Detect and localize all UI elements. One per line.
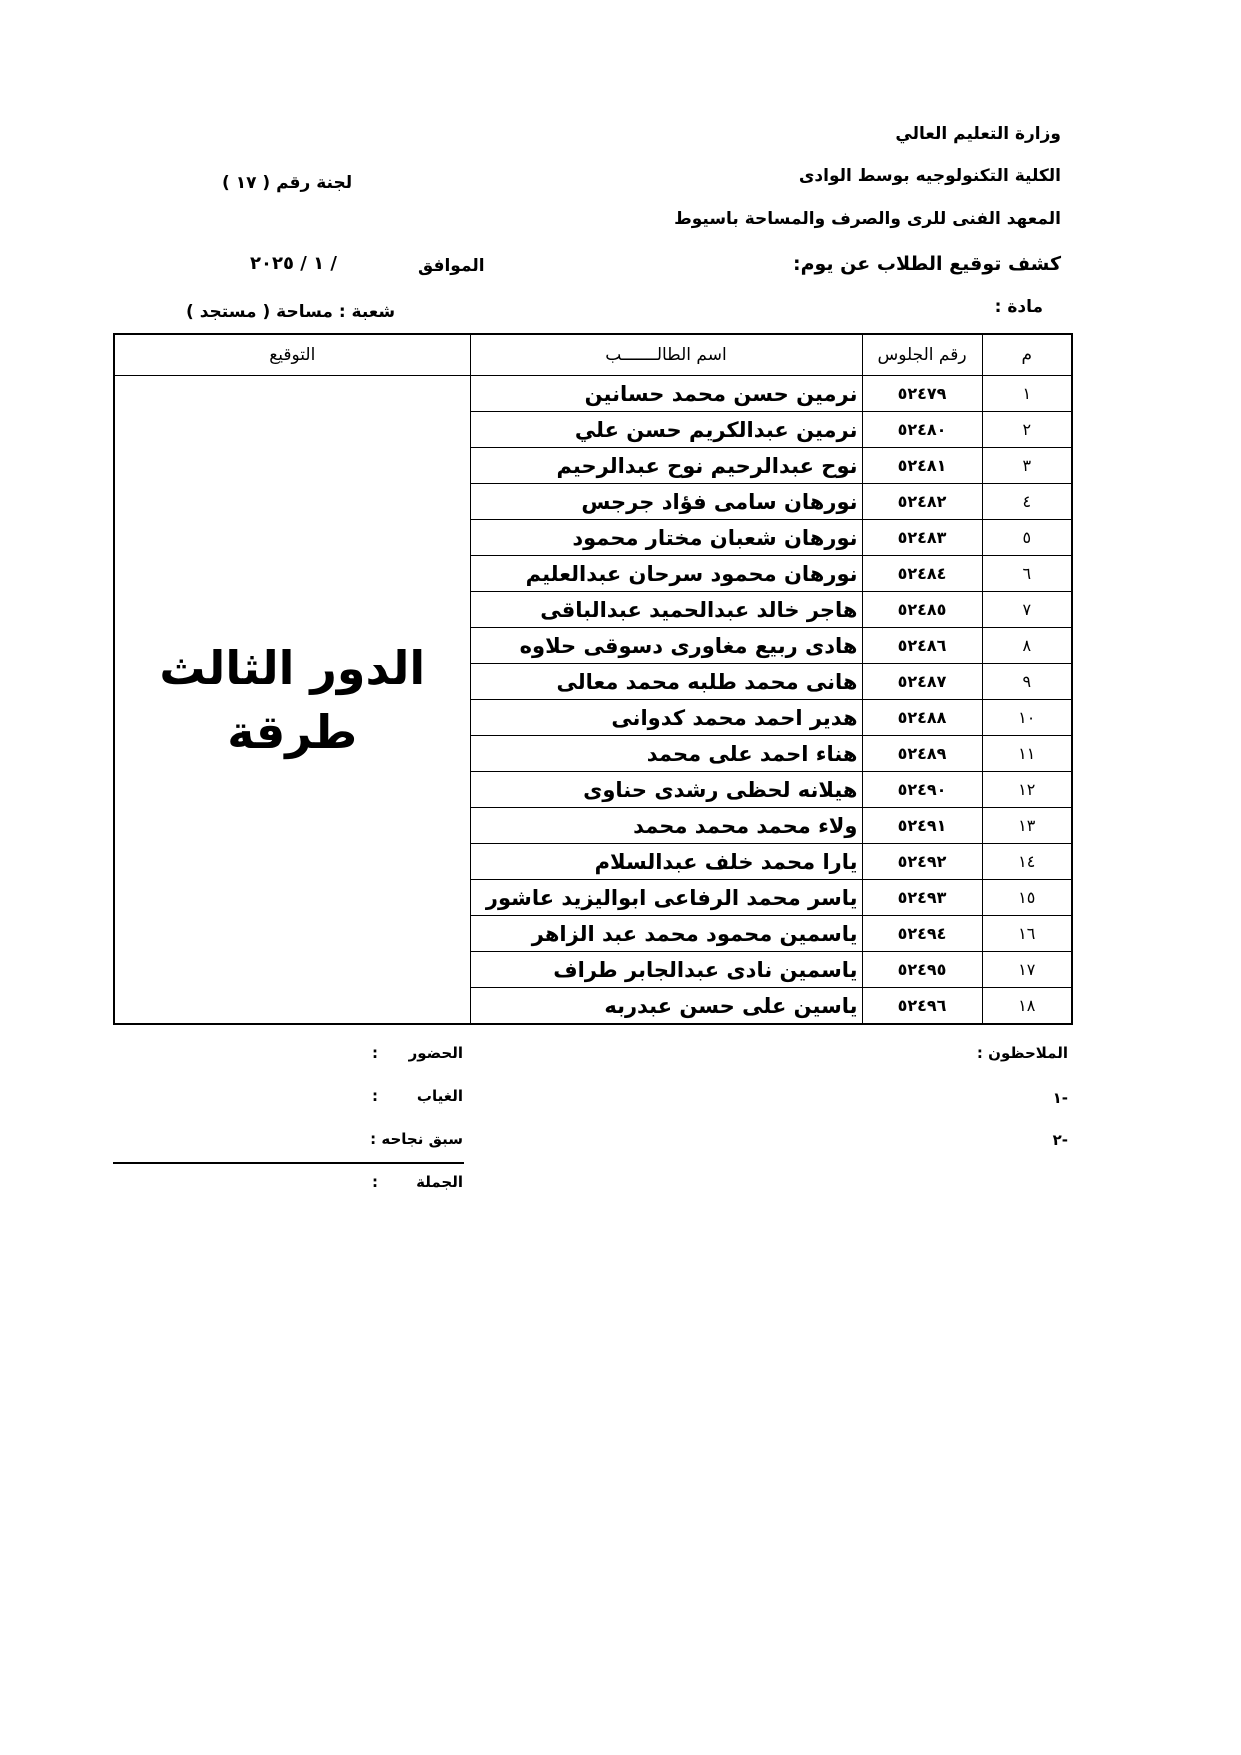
row-student-name: ولاء محمد محمد محمد: [470, 808, 862, 844]
row-index: ١٨: [982, 988, 1072, 1025]
row-index: ٥: [982, 520, 1072, 556]
ministry-name: وزارة التعليم العالي: [895, 124, 1061, 144]
row-index: ٢: [982, 412, 1072, 448]
row-seat-number: ٥٢٤٨٧: [862, 664, 982, 700]
row-student-name: هانى محمد طلبه محمد معالى: [470, 664, 862, 700]
row-seat-number: ٥٢٤٧٩: [862, 376, 982, 412]
sheet-title: كشف توقيع الطلاب عن يوم:: [792, 253, 1061, 275]
row-seat-number: ٥٢٤٩٢: [862, 844, 982, 880]
signature-note-line2: طرقة: [227, 704, 358, 759]
row-index: ١٦: [982, 916, 1072, 952]
row-student-name: نرمين عبدالكريم حسن علي: [470, 412, 862, 448]
row-seat-number: ٥٢٤٨٠: [862, 412, 982, 448]
column-header-seat: رقم الجلوس: [862, 334, 982, 376]
row-seat-number: ٥٢٤٩١: [862, 808, 982, 844]
row-index: ١٣: [982, 808, 1072, 844]
attendance-label: الحضور: [408, 1044, 463, 1062]
row-index: ١: [982, 376, 1072, 412]
row-index: ٦: [982, 556, 1072, 592]
row-index: ١٢: [982, 772, 1072, 808]
committee-number: لجنة رقم ( ١٧ ): [222, 173, 353, 193]
section-label: شعبة : مساحة ( مستجد ): [186, 302, 396, 322]
date-label: الموافق: [418, 256, 485, 276]
column-header-index: م: [982, 334, 1072, 376]
row-student-name: نورهان محمود سرحان عبدالعليم: [470, 556, 862, 592]
row-seat-number: ٥٢٤٩٦: [862, 988, 982, 1025]
row-seat-number: ٥٢٤٨٨: [862, 700, 982, 736]
row-index: ١٤: [982, 844, 1072, 880]
row-seat-number: ٥٢٤٩٤: [862, 916, 982, 952]
absence-colon: :: [372, 1087, 378, 1105]
total-label: الجملة: [416, 1173, 463, 1191]
row-seat-number: ٥٢٤٨١: [862, 448, 982, 484]
row-index: ٧: [982, 592, 1072, 628]
row-student-name: هادى ربيع مغاورى دسوقى حلاوه: [470, 628, 862, 664]
column-header-name: اسم الطالـــــــب: [470, 334, 862, 376]
row-index: ١١: [982, 736, 1072, 772]
row-student-name: ياسمين محمود محمد عبد الزاهر: [470, 916, 862, 952]
row-student-name: ياسر محمد الرفاعى ابواليزيد عاشور: [470, 880, 862, 916]
row-seat-number: ٥٢٤٨٣: [862, 520, 982, 556]
row-seat-number: ٥٢٤٨٤: [862, 556, 982, 592]
institute-name: المعهد الفنى للرى والصرف والمساحة باسيوط: [674, 209, 1061, 229]
row-seat-number: ٥٢٤٩٥: [862, 952, 982, 988]
table-header-row: [114, 334, 1072, 376]
absence-label: الغياب: [416, 1087, 463, 1105]
row-index: ٨: [982, 628, 1072, 664]
subject-label: مادة :: [994, 297, 1043, 317]
row-student-name: ياسين على حسن عبدربه: [470, 988, 862, 1025]
row-student-name: يارا محمد خلف عبدالسلام: [470, 844, 862, 880]
row-student-name: نرمين حسن محمد حسانين: [470, 376, 862, 412]
note-2: -٢: [1052, 1131, 1068, 1149]
row-student-name: نورهان سامى فؤاد جرجس: [470, 484, 862, 520]
row-student-name: هاجر خالد عبدالحميد عبدالباقى: [470, 592, 862, 628]
row-seat-number: ٥٢٤٨٦: [862, 628, 982, 664]
signature-cell: [114, 376, 470, 1025]
row-student-name: هدير احمد محمد كدوانى: [470, 700, 862, 736]
row-index: ١٥: [982, 880, 1072, 916]
row-index: ٩: [982, 664, 1072, 700]
college-name: الكلية التكنولوجيه بوسط الوادى: [798, 166, 1061, 186]
total-divider: [113, 1162, 464, 1164]
row-seat-number: ٥٢٤٨٢: [862, 484, 982, 520]
row-student-name: هناء احمد على محمد: [470, 736, 862, 772]
row-student-name: ياسمين نادى عبدالجابر طراف: [470, 952, 862, 988]
row-seat-number: ٥٢٤٩٠: [862, 772, 982, 808]
date-value: / ١ / ٢٠٢٥: [250, 253, 337, 274]
attendance-colon: :: [372, 1044, 378, 1062]
table-row: [114, 376, 1072, 412]
row-index: ٤: [982, 484, 1072, 520]
row-index: ٣: [982, 448, 1072, 484]
row-seat-number: ٥٢٤٨٥: [862, 592, 982, 628]
row-student-name: هيلانه لحظى رشدى حناوى: [470, 772, 862, 808]
row-student-name: نوح عبدالرحيم نوح عبدالرحيم: [470, 448, 862, 484]
row-index: ١٧: [982, 952, 1072, 988]
signature-note-line1: الدور الثالث: [159, 640, 426, 695]
note-1: -١: [1052, 1089, 1068, 1107]
notes-label: الملاحظون :: [976, 1044, 1068, 1062]
row-seat-number: ٥٢٤٨٩: [862, 736, 982, 772]
total-colon: :: [372, 1173, 378, 1191]
row-index: ١٠: [982, 700, 1072, 736]
signature-table: [113, 333, 1073, 1025]
row-student-name: نورهان شعبان مختار محمود: [470, 520, 862, 556]
prior-pass-label: سبق نجاحه :: [370, 1130, 463, 1148]
row-seat-number: ٥٢٤٩٣: [862, 880, 982, 916]
column-header-signature: التوقيع: [114, 334, 470, 376]
